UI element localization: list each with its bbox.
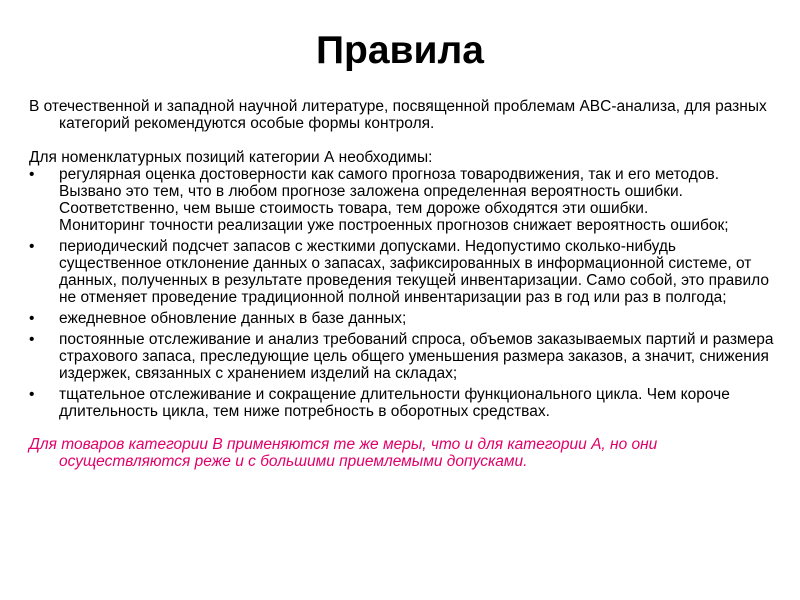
bullet-icon: •: [29, 386, 35, 403]
list-item-text: регулярная оценка достоверности как самого прогноза товародвижения, так и его методов. Вызвано это тем, что в любом прогнозе заложена определенная вероятность ошибки. Соответственно, чем выше стоимость товара, тем дороже обходятся эти ошибки.: [59, 166, 719, 217]
intro-paragraph: В отечественной и западной научной литературе, посвященной проблемам ABC-анализа, для разных категорий рекомендуются особые формы контроля.: [29, 98, 767, 132]
bullet-icon: •: [29, 238, 35, 255]
bullet-icon: •: [29, 166, 35, 183]
list-item-text: постоянные отслеживание и анализ требований спроса, объемов заказываемых партий и размера страхового запаса, преследующие цель общего уменьшения размера заказов, а значит, снижения издержек, связанных с хранением изделий на складах;: [59, 331, 774, 382]
list-item-text: периодический подсчет запасов с жесткими допусками. Недопустимо сколько-нибудь существенное отклонение данных о запасах, зафиксированных в информационной системе, от данных, полученных в результате проведения текущей инвентаризации. Само собой, это правило не отменяет проведение традиционной полной инвентаризации раз в год или раз в полгода;: [59, 238, 769, 306]
list-item-text: ежедневное обновление данных в базе данных;: [59, 310, 407, 327]
slide-content: [29, 98, 781, 470]
list-item-text: тщательное отслеживание и сокращение длительности функционального цикла. Чем короче длительность цикла, тем ниже потребность в оборотных средствах.: [59, 386, 730, 420]
list-item: [29, 386, 781, 420]
list-item: [29, 331, 781, 382]
category-a-heading: Для номенклатурных позиций категории А необходимы:: [29, 149, 433, 166]
list-item: [29, 310, 781, 327]
list-item: [29, 166, 781, 234]
spacer: [29, 132, 781, 149]
list-item-extra-text: Мониторинг точности реализации уже построенных прогнозов снижает вероятность ошибок;: [59, 217, 729, 234]
bullet-icon: •: [29, 310, 35, 327]
slide-title: Правила: [316, 29, 484, 72]
bullet-icon: •: [29, 331, 35, 348]
category-b-note: Для товаров категории В применяются те же меры, что и для категории А, но они осуществляются реже и с большими приемлемыми допусками.: [29, 436, 658, 470]
list-item: [29, 238, 781, 306]
category-a-list: [29, 166, 781, 420]
